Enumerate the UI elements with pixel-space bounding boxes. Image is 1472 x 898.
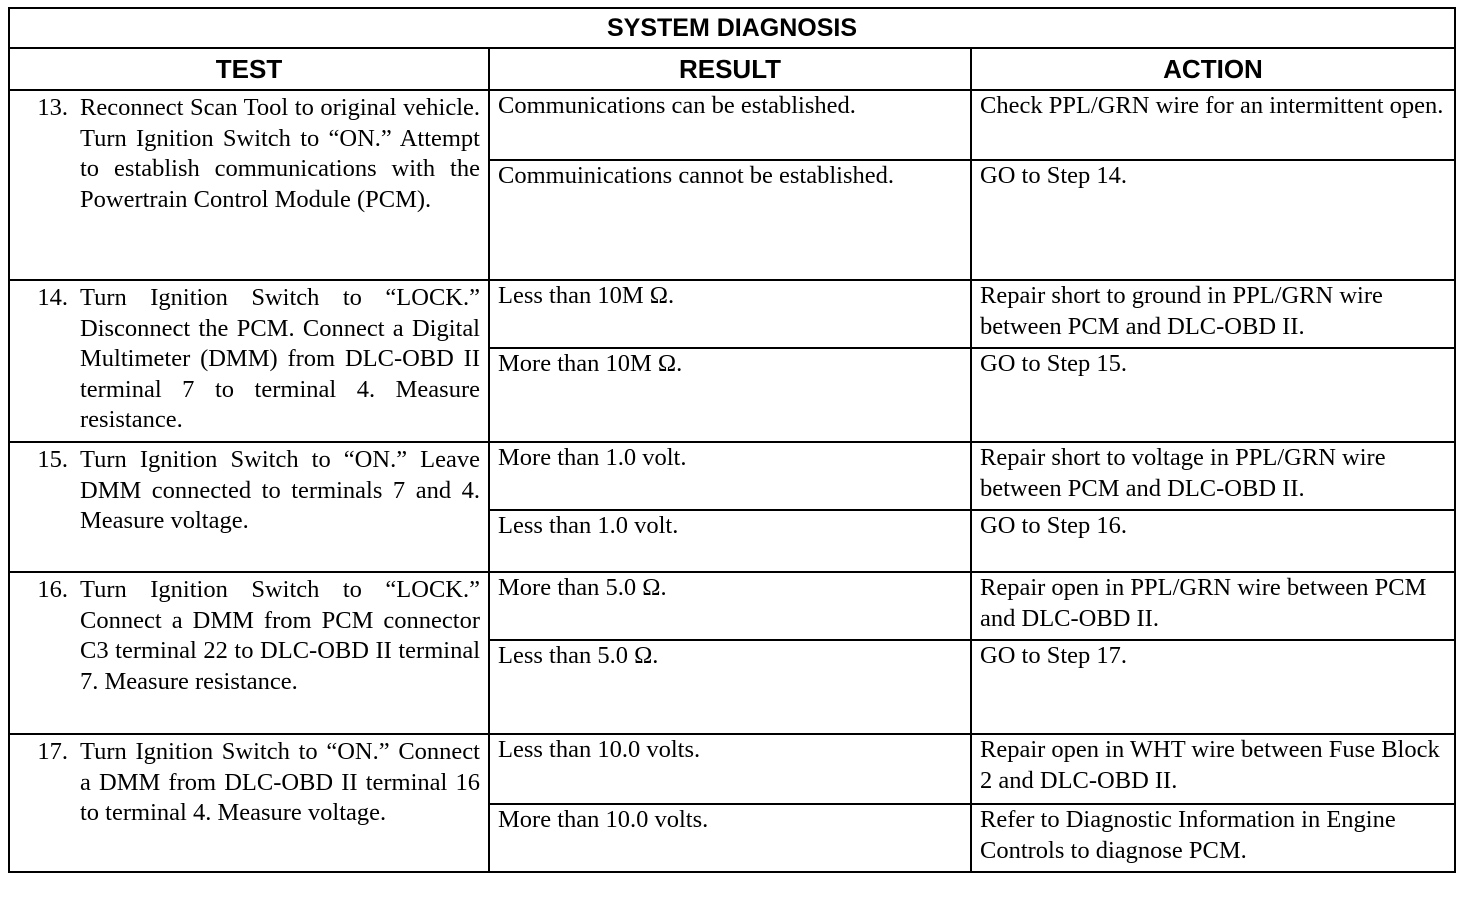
table-title: SYSTEM DIAGNOSIS	[9, 8, 1455, 48]
action-cell: GO to Step 17.	[971, 640, 1455, 734]
step-13-row-1	[9, 90, 1455, 160]
action-cell: Repair open in WHT wire between Fuse Block 2 and DLC-OBD II.	[971, 734, 1455, 804]
step-16-row-1	[9, 572, 1455, 640]
step-test-text: Reconnect Scan Tool to original vehicle. Turn Ignition Switch to “ON.” Attempt to establish communications with the Powertrain Control Module (PCM).	[80, 94, 480, 213]
result-cell: Commuinications cannot be established.	[489, 160, 971, 280]
action-cell: Check PPL/GRN wire for an intermittent open.	[971, 90, 1455, 160]
result-cell: More than 1.0 volt.	[489, 442, 971, 510]
step-test-text: Turn Ignition Switch to “ON.” Connect a DMM from DLC-OBD II terminal 16 to terminal 4. Measure voltage.	[80, 738, 480, 826]
step-13-test-cell	[9, 90, 489, 280]
action-cell: Refer to Diagnostic Information in Engine Controls to diagnose PCM.	[971, 804, 1455, 872]
action-cell: GO to Step 16.	[971, 510, 1455, 572]
result-cell: More than 10.0 volts.	[489, 804, 971, 872]
action-cell: Repair short to voltage in PPL/GRN wire between PCM and DLC-OBD II.	[971, 442, 1455, 510]
step-15-test-cell	[9, 442, 489, 572]
result-cell: More than 5.0 Ω.	[489, 572, 971, 640]
result-cell: More than 10M Ω.	[489, 348, 971, 442]
step-number: 15.	[37, 446, 68, 473]
step-test-text: Turn Ignition Switch to “LOCK.” Disconnect the PCM. Connect a Digital Multimeter (DMM) from DLC-OBD II terminal 7 to terminal 4. Measure resistance.	[80, 284, 480, 433]
action-cell: GO to Step 14.	[971, 160, 1455, 280]
step-16-test-cell	[9, 572, 489, 734]
step-test-text: Turn Ignition Switch to “ON.” Leave DMM connected to terminals 7 and 4. Measure voltage.	[80, 446, 480, 534]
step-number: 13.	[37, 94, 68, 121]
step-15-row-1	[9, 442, 1455, 510]
step-number: 17.	[37, 738, 68, 765]
step-17-row-1	[9, 734, 1455, 804]
result-cell: Less than 10.0 volts.	[489, 734, 971, 804]
column-header-result: RESULT	[489, 48, 971, 90]
action-cell: GO to Step 15.	[971, 348, 1455, 442]
system-diagnosis-table	[8, 7, 1456, 873]
step-number: 14.	[37, 284, 68, 311]
result-cell: Less than 1.0 volt.	[489, 510, 971, 572]
step-number: 16.	[37, 576, 68, 603]
step-14-test-cell	[9, 280, 489, 442]
step-17-test-cell	[9, 734, 489, 872]
result-cell: Less than 5.0 Ω.	[489, 640, 971, 734]
column-header-test: TEST	[9, 48, 489, 90]
step-14-row-1	[9, 280, 1455, 348]
result-cell: Communications can be established.	[489, 90, 971, 160]
column-header-action: ACTION	[971, 48, 1455, 90]
step-test-text: Turn Ignition Switch to “LOCK.” Connect a DMM from PCM connector C3 terminal 22 to DLC-OBD II terminal 7. Measure resistance.	[80, 576, 480, 695]
result-cell: Less than 10M Ω.	[489, 280, 971, 348]
action-cell: Repair short to ground in PPL/GRN wire between PCM and DLC-OBD II.	[971, 280, 1455, 348]
action-cell: Repair open in PPL/GRN wire between PCM and DLC-OBD II.	[971, 572, 1455, 640]
